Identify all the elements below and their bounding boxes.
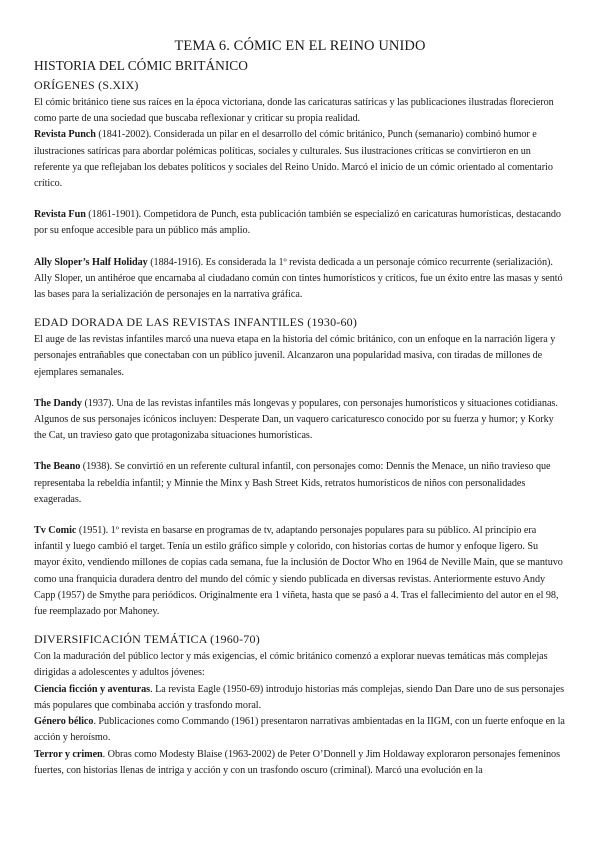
tv-comic-text: (1951). 1º revista en basarse en programas de tv, adaptando personajes populares para su público. Al principio era infantil y luego cambió el target. Tenía un estilo gráfico simple y colorido, con historias cortas de humor y enfoque ligero. Su mayor éxito, vendiendo millones de copias cada semana, fue la inclusión de Doctor Who en 1964 de Neville Main, que se mantuvo como una franquicia duradera dentro del mundo del cómic y siendo publicada en diversas revistas. Anteriormente estuvo Andy Capp (1957) de Smythe para periódicos. Originalmente era 1 viñeta, hasta que se pasó a 4. Tras el fallecimiento del autor en el 98, fue reemplazado por Mahoney. bbox=[34, 525, 563, 618]
ally-name: Ally Sloper’s Half Holiday bbox=[34, 256, 148, 268]
ally-text: (1884-1916). Es considerada la 1º revista dedicada a un personaje cómico recurrente (serialización). Ally Sloper, un antihéroe que encarnaba al ciudadano común con tintes humorísticos y críticos, fue un éxito entre las masas y sentó las bases para la serialización de personajes en la narrativa gráfica. bbox=[34, 256, 563, 301]
golden-age-heading: EDAD DORADA DE LAS REVISTAS INFANTILES (1930-60) bbox=[34, 315, 358, 330]
section-heading: HISTORIA DEL CÓMIC BRITÁNICO bbox=[34, 58, 248, 73]
tv-comic-paragraph bbox=[34, 523, 566, 620]
horror-text: . Obras como Modesty Blaise (1963-2002) de Peter O’Donnell y Jim Holdaway exploraron personajes femeninos fuertes, con historias llenas de intriga y acción y con un trasfondo oscuro (criminal). Marcó una evolución en la bbox=[34, 748, 560, 776]
beano-text: (1938). Se convirtió en un referente cultural infantil, con personajes como: Dennis the Menace, un niño travieso que representaba la rebeldía infantil; y Minnie the Minx y Bash Street Kids, retratos humorísticos de niños con personalidades exageradas. bbox=[34, 461, 551, 505]
beano-name: The Beano bbox=[34, 461, 81, 473]
diversification-heading: DIVERSIFICACIÓN TEMÁTICA (1960-70) bbox=[34, 632, 260, 647]
war-paragraph bbox=[34, 714, 566, 746]
golden-age-intro: El auge de las revistas infantiles marcó una nueva etapa en la historia del cómic británico, con un enfoque en la narración ligera y personajes entrañables que conectaban con un público juvenil. Alcanzaron una popularidad masiva, con tiradas de millones de ejemplares semanales. bbox=[34, 334, 556, 378]
war-text: . Publicaciones como Commando (1961) presentaron narrativas ambientadas en la IIGM, con un fuerte enfoque en la acción y heroísmo. bbox=[34, 716, 565, 744]
ally-paragraph bbox=[34, 255, 566, 304]
origins-intro: El cómic británico tiene sus raíces en la época victoriana, donde las caricaturas satíricas y las publicaciones ilustradas florecieron como parte de una sociedad que buscaba reflexionar y criticar su propia realidad. bbox=[34, 97, 554, 125]
fun-text: (1861-1901). Competidora de Punch, esta publicación también se especializó en caricaturas humorísticas, destacando por su enfoque accesible para un público más amplio. bbox=[34, 209, 561, 237]
dandy-paragraph bbox=[34, 396, 566, 445]
beano-paragraph bbox=[34, 459, 566, 508]
origins-heading: ORÍGENES (S.XIX) bbox=[34, 78, 139, 92]
document-title: TEMA 6. CÓMIC EN EL REINO UNIDO bbox=[174, 38, 426, 54]
punch-name: Revista Punch bbox=[34, 129, 96, 141]
horror-paragraph bbox=[34, 747, 566, 779]
fun-name: Revista Fun bbox=[34, 209, 86, 221]
war-name: Género bélico bbox=[34, 716, 94, 728]
dandy-name: The Dandy bbox=[34, 397, 82, 409]
diversification-intro: Con la maduración del público lector y más exigencias, el cómic británico comenzó a explorar nuevas temáticas más complejas dirigidas a adolescentes y adultos jóvenes: bbox=[34, 651, 548, 679]
dandy-text: (1937). Una de las revistas infantiles más longevas y populares, con personajes humorísticos y situaciones cotidianas. Algunos de sus personajes icónicos incluyen: Desperate Dan, un vaquero caricaturesco conocido por su fuerza y humor; y Korky the Cat, un travieso gato que protagonizaba situaciones humorísticas. bbox=[34, 397, 558, 442]
scifi-text: . La revista Eagle (1950-69) introdujo historias más complejas, siendo Dan Dare uno de sus personajes más populares que combinaba acción y trasfondo moral. bbox=[34, 683, 565, 711]
scifi-paragraph bbox=[34, 682, 566, 714]
horror-name: Terror y crimen bbox=[34, 748, 103, 760]
punch-paragraph bbox=[34, 127, 566, 192]
punch-text: (1841-2002). Considerada un pilar en el desarrollo del cómic británico, Punch (semanario) combinó humor e ilustraciones satíricas para abordar polémicas políticas, sociales y culturales. Sus ilustraciones críticas se convirtieron en un referente ya que reflejaban los debates políticos y sociales del Reino Unido. Marcó el inicio de un cómic orientado al comentario crítico. bbox=[34, 129, 553, 190]
tv-comic-name: Tv Comic bbox=[34, 525, 77, 537]
scifi-name: Ciencia ficción y aventuras bbox=[34, 683, 151, 695]
fun-paragraph bbox=[34, 207, 566, 239]
